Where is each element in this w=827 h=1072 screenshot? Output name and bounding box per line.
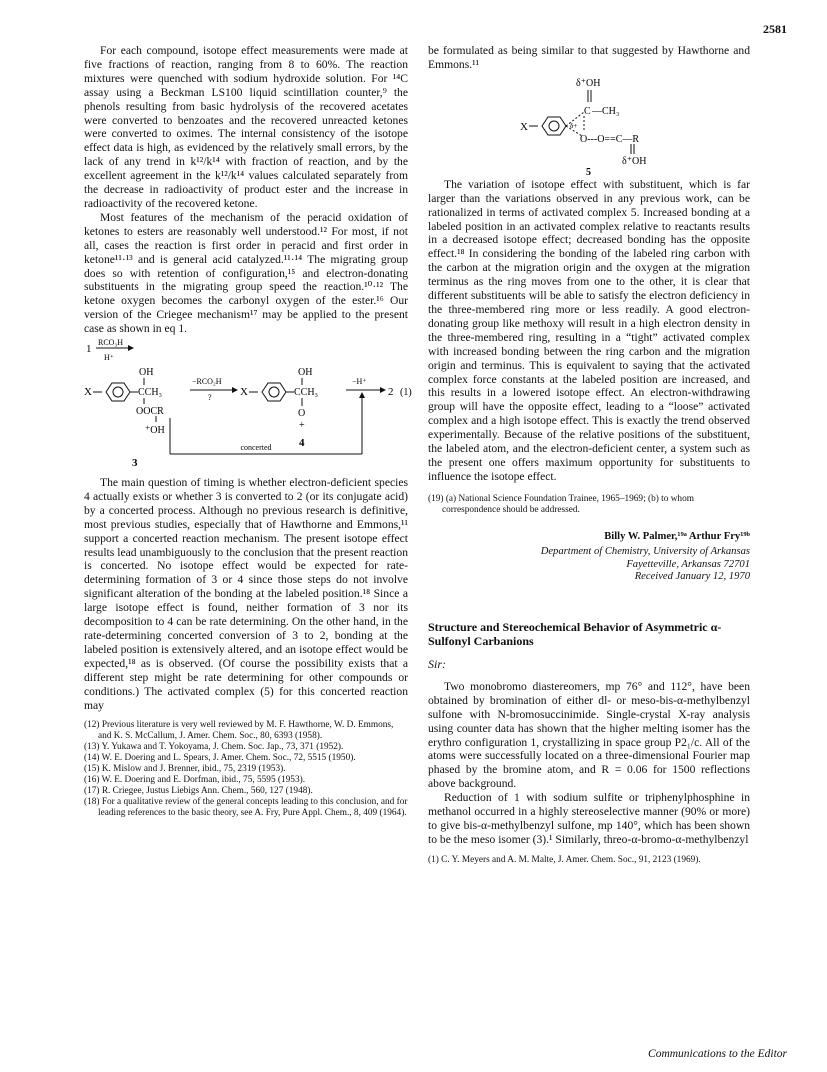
struct4-plus: + <box>299 420 305 432</box>
footnote-17: (17) R. Criegee, Justus Liebigs Ann. Chem., 560, 127 (1948). <box>84 785 313 796</box>
footnote-15: (15) K. Mislow and J. Brenner, ibid., 75, 2319 (1953). <box>84 764 286 775</box>
left-column <box>84 44 412 819</box>
complex5-drawing <box>428 74 750 176</box>
struct3-benzene-ring <box>106 383 130 401</box>
struct4-benzene-ring <box>262 383 286 401</box>
complex5-x: X <box>520 120 528 133</box>
article-title: Structure and Stereochemical Behavior of Asymmetric α-Sulfonyl Carbanions <box>428 619 722 648</box>
footnote-19: (19) (a) National Science Foundation Trainee, 1965–1969; (b) to whom correspondence should be addressed. <box>428 493 694 515</box>
footnote-16: (16) W. E. Doering and E. Dorfman, ibid., 75, 5595 (1953). <box>84 774 306 785</box>
received-date: Received January 12, 1970 <box>634 571 750 583</box>
scheme-drawing <box>84 338 412 472</box>
footer-section-title: Communications to the Editor <box>648 1048 787 1060</box>
affiliation-city: Fayetteville, Arkansas 72701 <box>626 558 750 570</box>
activated-complex-5 <box>428 74 750 176</box>
affiliation-department: Department of Chemistry, University of Arkansas <box>540 546 750 558</box>
footnote-1-block <box>428 855 750 866</box>
footnote-1: (1) C. Y. Meyers and A. M. Malte, J. Amer. Chem. Soc., 91, 2123 (1969). <box>428 854 701 865</box>
paragraph-formulated: be formulated as being similar to that suggested by Hawthorne and Emmons.¹¹ <box>428 44 750 71</box>
paragraph-variation: The variation of isotope effect with substituent, which is far larger than the variations observed in any previous work, can be rationalized in terms of activated complex 5. Increased bonding at a labeled position in an activated complex relative to reactants results in a decreased isotope effect; decreased bonding has the opposite effect.¹⁸ In considering the bonding of the labeled ring carbon with the carbon at the migration origin and the oxygen at the migration terminus as the ring moves from one to the other, it is clear that different substituents will be able to satisfy the electron deficiency in the three-membered ring more or less readily. A good electron-donating group like methoxy will result in a high electron density in the three-membered ring, resulting in a “tight” activated complex with increased bonding between the ring carbon and the migration origin and terminus. This is equivalent to saying that the activated complex force constants at the labeled position are increased, and this results in a lowered isotope effect. An electron-withdrawing group will have the opposite effect, leading to a “loose” activated complex and a high isotope effect. This is exactly the trend observed experimentally. Because of the relative positions of the substituent, the labeled atom, and the electron-deficient center, a system such as the present one offers maximum opportunity for substituents to influence the isotope effect. <box>428 177 750 483</box>
struct4-x: X <box>240 386 248 399</box>
footnote-14: (14) W. E. Doering and L. Spears, J. Amer. Chem. Soc., 72, 5515 (1950). <box>84 753 356 764</box>
footnote-18: (18) For a qualitative review of the general concepts leading to this conclusion, and for leading references to the basic theory, see A. Fry, Pure Appl. Chem., 8, 409 (1964). <box>84 796 408 818</box>
reaction-scheme-eq1 <box>84 338 412 472</box>
arrow-3-4-reagent: −RCO₂H <box>192 377 222 387</box>
struct3-x: X <box>84 386 92 399</box>
paragraph-isotope-measurements: For each compound, isotope effect measurements were made at five fractions of reaction, ranging from 8 to 60%. The reaction mixtures were quenched with sodium hydroxide solution. For ¹⁴C assay using a Beckman LS100 liquid scintillation counter,⁹ the phenols resulting from basic hydrolysis of the recovered acetates were converted to benzoates and the recovered unreacted ketones were converted to oximes. The internal consistency of the isotope effect data is high, as evidenced by the relatively small errors, by the lack of any trend in k¹²/k¹⁴ with fraction of reaction, and by the excellent agreement in the k¹²/k¹⁴ values calculated separately from the decrease in radioactivity of product ester and the increase in radioactivity of the recovered ketone. <box>84 44 408 210</box>
complex5-o-chain: O---O==C—R <box>580 133 640 145</box>
struct3-label: 3 <box>132 457 138 470</box>
complex5-carbon: C <box>584 105 591 117</box>
struct3-plus-oh: ⁺OH <box>145 425 165 437</box>
paragraph-timing: The main question of timing is whether electron-deficient species 4 actually exists or whether 3 is converted to 2 (or its conjugate acid) by a concerted process. Although no previous research is definitive, most previous studies, especially that of Hawthorne and Emmons,¹¹ support a concerted reaction mechanism. The present isotope effect results lead unambiguously to the conclusion that the present reaction is concerted. No isotope effect would be expected for rate-determining formation of 3 or 4 since those steps do not involve significant alteration of the bonding at the labeled position.¹⁸ Since a large isotope effect is found, neither formation of 3 nor its decomposition to 4 can be rate determining. On the other hand, in the rate-determining concerted conversion of 3 to 2, bonding at the labeled position is extensively altered, and an isotope effect would be expected,¹⁸ as is observed. (Of course the possibility exists that a different step might be rate determining for other compounds or conditions.) The activated complex (5) for this concerted reaction may <box>84 476 408 712</box>
footnote-12: (12) Previous literature is very well reviewed by M. F. Hawthorne, W. D. Emmons, and K. S. McCallum, J. Amer. Chem. Soc., 80, 6393 (1958). <box>84 720 394 742</box>
step1-label: 1 <box>86 343 92 356</box>
right-column <box>428 44 750 866</box>
salutation: Sir: <box>428 656 446 671</box>
paragraph-mechanism: Most features of the mechanism of the peracid oxidation of ketones to esters are reasonably well understood.¹² For most, if not all, cases the reaction is first order in peracid and first order in ketone¹¹·¹³ and is general acid catalyzed.¹¹·¹⁴ The migrating group does so with retention of configuration,¹⁵ and electron-donating substituents in the migrating group speed the reaction.¹⁰·¹² The ketone oxygen becomes the carbonyl oxygen of the ester.¹⁶ Our version of the Criegee mechanism¹⁷ may be applied to the present case as shown in eq 1. <box>84 210 408 336</box>
complex5-label: 5 <box>586 166 591 178</box>
complex5-benzene-ring <box>542 117 566 135</box>
step1-arrowhead <box>128 345 134 351</box>
product-label: 2 <box>388 386 394 399</box>
struct4-label: 4 <box>299 437 305 450</box>
concerted-label: concerted <box>240 443 272 453</box>
struct3-cch3: CCH₃ <box>138 387 163 399</box>
struct3-oh: OH <box>139 367 154 379</box>
step1-reagent-bottom: H⁺ <box>104 353 114 363</box>
authors: Billy W. Palmer,¹⁹ᵃ Arthur Fry¹⁹ᵇ <box>604 530 750 542</box>
footnote-19-block <box>428 494 750 516</box>
struct4-cch3: CCH₃ <box>294 387 319 399</box>
arrow-3-4-question: ? <box>208 393 212 403</box>
footnotes-left <box>84 720 408 818</box>
complex5-ch3: —CH₃ <box>592 105 620 117</box>
arrow-4-2-reagent: −H⁺ <box>352 377 367 387</box>
complex5-delta: δ+ <box>570 121 578 130</box>
footnote-13: (13) Y. Yukawa and T. Yokoyama, J. Chem. Soc. Jap., 73, 371 (1952). <box>84 742 344 753</box>
paragraph-reduction: Reduction of 1 with sodium sulfite or triphenylphosphine in methanol occurred in a highly stereoselective manner (90% or more) to give bis-α-methylbenzyl sulfone, mp 140°, which has been shown to be the meso isomer (3).¹ Similarly, threo-α-bromo-α-methylbenzyl <box>428 791 750 846</box>
step1-reagent-top: RCO₃H <box>98 338 124 348</box>
page-number: 2581 <box>763 22 787 36</box>
struct4-oh: OH <box>298 367 313 379</box>
struct3-oocr: OOCR <box>136 406 164 418</box>
complex5-top-oh: δ⁺OH <box>576 77 601 89</box>
complex5-bottom-oh: δ⁺OH <box>622 155 647 167</box>
equation-number: (1) <box>400 387 412 399</box>
paragraph-diastereomers: Two monobromo diastereomers, mp 76° and 112°, have been obtained by bromination of either dl- or meso-bis-α-methylbenzyl sulfone with N-bromosuccinimide. Single-crystal X-ray analysis using counter data has shown that the higher melting isomer has the erythro configuration 1, crystallizing in space group P2₁/c. All of the atoms were successfully located on a three-dimensional Fourier map phased by the bromine atom, and R = 0.06 for 1500 reflections above background. <box>428 679 750 791</box>
struct4-o: O <box>298 408 306 420</box>
